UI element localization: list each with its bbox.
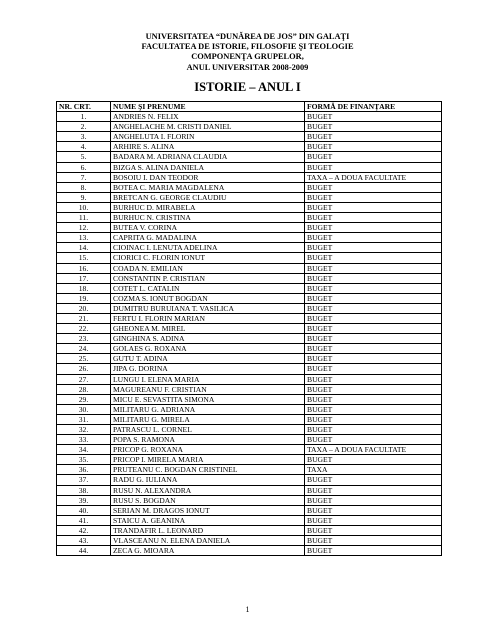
row-number: 31. xyxy=(57,414,111,424)
row-number: 44. xyxy=(57,546,111,556)
table-row xyxy=(57,495,442,505)
student-name: VLASCEANU N. ELENA DANIELA xyxy=(111,536,305,546)
funding-type: BUGET xyxy=(305,485,442,495)
student-name: RUSU S. BOGDAN xyxy=(111,495,305,505)
funding-type: BUGET xyxy=(305,425,442,435)
table-header-row xyxy=(57,102,442,112)
row-number: 40. xyxy=(57,505,111,515)
student-name: GHEONEA M. MIREL xyxy=(111,324,305,334)
funding-type: BUGET xyxy=(305,162,442,172)
student-name: MILITARU G. MIRELA xyxy=(111,414,305,424)
row-number: 5. xyxy=(57,152,111,162)
section-title: ISTORIE – ANUL I xyxy=(194,80,301,94)
table-row xyxy=(57,525,442,535)
student-name: BUTEA V. CORINA xyxy=(111,223,305,233)
student-name: COADA N. EMILIAN xyxy=(111,263,305,273)
academic-year: ANUL UNIVERSITAR 2008-2009 xyxy=(186,62,309,72)
student-name: RUSU N. ALEXANDRA xyxy=(111,485,305,495)
student-name: PATRASCU L. CORNEL xyxy=(111,425,305,435)
funding-type: BUGET xyxy=(305,334,442,344)
table-row xyxy=(57,142,442,152)
funding-type: BUGET xyxy=(305,384,442,394)
university-name: UNIVERSITATEA “DUNĂREA DE JOS” DIN GALAŢI xyxy=(145,32,350,41)
row-number: 11. xyxy=(57,213,111,223)
row-number: 34. xyxy=(57,445,111,455)
student-name: ARHIRE S. ALINA xyxy=(111,142,305,152)
funding-type: BUGET xyxy=(305,253,442,263)
student-name: ZECA G. MIOARA xyxy=(111,546,305,556)
student-name: SERIAN M. DRAGOS IONUT xyxy=(111,505,305,515)
row-number: 9. xyxy=(57,192,111,202)
page-number: 1 xyxy=(245,605,250,614)
funding-type: BUGET xyxy=(305,303,442,313)
column-header-funding: FORMĂ DE FINANŢARE xyxy=(305,102,442,112)
row-number: 10. xyxy=(57,202,111,212)
row-number: 7. xyxy=(57,172,111,182)
column-header-number: NR. CRT. xyxy=(57,102,111,112)
funding-type: BUGET xyxy=(305,213,442,223)
table-row xyxy=(57,243,442,253)
row-number: 8. xyxy=(57,182,111,192)
table-row xyxy=(57,445,442,455)
row-number: 4. xyxy=(57,142,111,152)
table-row xyxy=(57,344,442,354)
funding-type: BUGET xyxy=(305,324,442,334)
funding-type: TAXA – A DOUA FACULTATE xyxy=(305,445,442,455)
student-name: ANGHELUTA I. FLORIN xyxy=(111,132,305,142)
row-number: 35. xyxy=(57,455,111,465)
row-number: 29. xyxy=(57,394,111,404)
table-row xyxy=(57,112,442,122)
row-number: 26. xyxy=(57,364,111,374)
row-number: 33. xyxy=(57,435,111,445)
table-row xyxy=(57,122,442,132)
row-number: 39. xyxy=(57,495,111,505)
student-name: CIOINAC I. LENUTA ADELINA xyxy=(111,243,305,253)
table-row xyxy=(57,414,442,424)
student-name: STAICU A. GEANINA xyxy=(111,515,305,525)
table-row xyxy=(57,364,442,374)
table-row xyxy=(57,162,442,172)
row-number: 25. xyxy=(57,354,111,364)
table-row xyxy=(57,546,442,556)
table-row xyxy=(57,334,442,344)
funding-type: BUGET xyxy=(305,435,442,445)
row-number: 24. xyxy=(57,344,111,354)
student-name: JIPA G. DORINA xyxy=(111,364,305,374)
table-row xyxy=(57,475,442,485)
row-number: 1. xyxy=(57,112,111,122)
table-row xyxy=(57,485,442,495)
student-name: MICU E. SEVASTITA SIMONA xyxy=(111,394,305,404)
funding-type: BUGET xyxy=(305,283,442,293)
funding-type: TAXA – A DOUA FACULTATE xyxy=(305,172,442,182)
row-number: 41. xyxy=(57,515,111,525)
student-name: COZMA S. IONUT BOGDAN xyxy=(111,293,305,303)
row-number: 23. xyxy=(57,334,111,344)
student-roster-table xyxy=(56,101,442,556)
row-number: 32. xyxy=(57,425,111,435)
table-row xyxy=(57,152,442,162)
table-row xyxy=(57,253,442,263)
student-name: CAPRITA G. MADALINA xyxy=(111,233,305,243)
student-name: POPA S. RAMONA xyxy=(111,435,305,445)
row-number: 6. xyxy=(57,162,111,172)
table-row xyxy=(57,435,442,445)
table-row xyxy=(57,394,442,404)
student-name: BURHUC N. CRISTINA xyxy=(111,213,305,223)
student-name: COTET L. CATALIN xyxy=(111,283,305,293)
table-row xyxy=(57,293,442,303)
student-name: BRETCAN G. GEORGE CLAUDIU xyxy=(111,192,305,202)
faculty-name: FACULTATEA DE ISTORIE, FILOSOFIE ŞI TEOLOGIE xyxy=(141,42,354,52)
funding-type: BUGET xyxy=(305,404,442,414)
student-name: BOTEA C. MARIA MAGDALENA xyxy=(111,182,305,192)
funding-type: BUGET xyxy=(305,455,442,465)
funding-type: BUGET xyxy=(305,273,442,283)
student-name: RADU G. IULIANA xyxy=(111,475,305,485)
row-number: 3. xyxy=(57,132,111,142)
row-number: 30. xyxy=(57,404,111,414)
table-row xyxy=(57,536,442,546)
funding-type: BUGET xyxy=(305,525,442,535)
funding-type: BUGET xyxy=(305,132,442,142)
funding-type: BUGET xyxy=(305,515,442,525)
funding-type: BUGET xyxy=(305,122,442,132)
funding-type: BUGET xyxy=(305,364,442,374)
table-row xyxy=(57,182,442,192)
table-row xyxy=(57,233,442,243)
funding-type: BUGET xyxy=(305,263,442,273)
table-row xyxy=(57,202,442,212)
funding-type: BUGET xyxy=(305,112,442,122)
student-name: LUNGU I. ELENA MARIA xyxy=(111,374,305,384)
table-row xyxy=(57,283,442,293)
table-row xyxy=(57,465,442,475)
funding-type: BUGET xyxy=(305,142,442,152)
row-number: 13. xyxy=(57,233,111,243)
student-name: BIZGA S. ALINA DANIELA xyxy=(111,162,305,172)
row-number: 14. xyxy=(57,243,111,253)
table-row xyxy=(57,455,442,465)
table-row xyxy=(57,515,442,525)
table-row xyxy=(57,354,442,364)
table-row xyxy=(57,313,442,323)
row-number: 21. xyxy=(57,313,111,323)
row-number: 27. xyxy=(57,374,111,384)
row-number: 42. xyxy=(57,525,111,535)
row-number: 38. xyxy=(57,485,111,495)
student-name: PRICOP G. ROXANA xyxy=(111,445,305,455)
row-number: 43. xyxy=(57,536,111,546)
student-name: FERTU I. FLORIN MARIAN xyxy=(111,313,305,323)
row-number: 36. xyxy=(57,465,111,475)
row-number: 20. xyxy=(57,303,111,313)
student-name: TRANDAFIR L. LEONARD xyxy=(111,525,305,535)
document-subject: COMPONENŢA GRUPELOR, xyxy=(191,52,304,62)
student-name: GUTU T. ADINA xyxy=(111,354,305,364)
student-name: MAGUREANU F. CRISTIAN xyxy=(111,384,305,394)
funding-type: TAXA xyxy=(305,465,442,475)
student-name: PRICOP I. MIRELA MARIA xyxy=(111,455,305,465)
row-number: 17. xyxy=(57,273,111,283)
table-row xyxy=(57,213,442,223)
row-number: 16. xyxy=(57,263,111,273)
row-number: 22. xyxy=(57,324,111,334)
table-row xyxy=(57,263,442,273)
funding-type: BUGET xyxy=(305,536,442,546)
table-row xyxy=(57,303,442,313)
row-number: 12. xyxy=(57,223,111,233)
funding-type: BUGET xyxy=(305,243,442,253)
funding-type: BUGET xyxy=(305,182,442,192)
student-name: BURHUC D. MIRABELA xyxy=(111,202,305,212)
funding-type: BUGET xyxy=(305,233,442,243)
table-row xyxy=(57,192,442,202)
student-name: CIORICI C. FLORIN IONUT xyxy=(111,253,305,263)
student-name: ANDRIES N. FELIX xyxy=(111,112,305,122)
funding-type: BUGET xyxy=(305,202,442,212)
student-name: DUMITRU BURUIANA T. VASILICA xyxy=(111,303,305,313)
funding-type: BUGET xyxy=(305,546,442,556)
funding-type: BUGET xyxy=(305,495,442,505)
row-number: 15. xyxy=(57,253,111,263)
table-row xyxy=(57,324,442,334)
student-name: CONSTANTIN P. CRISTIAN xyxy=(111,273,305,283)
student-name: PRUTEANU C. BOGDAN CRISTINEL xyxy=(111,465,305,475)
row-number: 28. xyxy=(57,384,111,394)
funding-type: BUGET xyxy=(305,152,442,162)
funding-type: BUGET xyxy=(305,344,442,354)
document-header xyxy=(0,32,495,73)
funding-type: BUGET xyxy=(305,414,442,424)
funding-type: BUGET xyxy=(305,505,442,515)
funding-type: BUGET xyxy=(305,192,442,202)
funding-type: BUGET xyxy=(305,293,442,303)
table-row xyxy=(57,505,442,515)
student-name: ANGHELACHE M. CRISTI DANIEL xyxy=(111,122,305,132)
funding-type: BUGET xyxy=(305,313,442,323)
table-row xyxy=(57,273,442,283)
table-row xyxy=(57,132,442,142)
table-row xyxy=(57,404,442,414)
funding-type: BUGET xyxy=(305,354,442,364)
student-name: BOSOIU I. DAN TEODOR xyxy=(111,172,305,182)
table-row xyxy=(57,172,442,182)
table-row xyxy=(57,374,442,384)
funding-type: BUGET xyxy=(305,394,442,404)
student-name: GINGHINA S. ADINA xyxy=(111,334,305,344)
table-body xyxy=(57,112,442,556)
table-row xyxy=(57,223,442,233)
funding-type: BUGET xyxy=(305,223,442,233)
row-number: 19. xyxy=(57,293,111,303)
row-number: 2. xyxy=(57,122,111,132)
student-name: MILITARU G. ADRIANA xyxy=(111,404,305,414)
funding-type: BUGET xyxy=(305,475,442,485)
table-row xyxy=(57,384,442,394)
student-name: BADARA M. ADRIANA CLAUDIA xyxy=(111,152,305,162)
funding-type: BUGET xyxy=(305,374,442,384)
student-name: GOLAES G. ROXANA xyxy=(111,344,305,354)
row-number: 37. xyxy=(57,475,111,485)
column-header-name: NUME ŞI PRENUME xyxy=(111,102,305,112)
table-row xyxy=(57,425,442,435)
row-number: 18. xyxy=(57,283,111,293)
